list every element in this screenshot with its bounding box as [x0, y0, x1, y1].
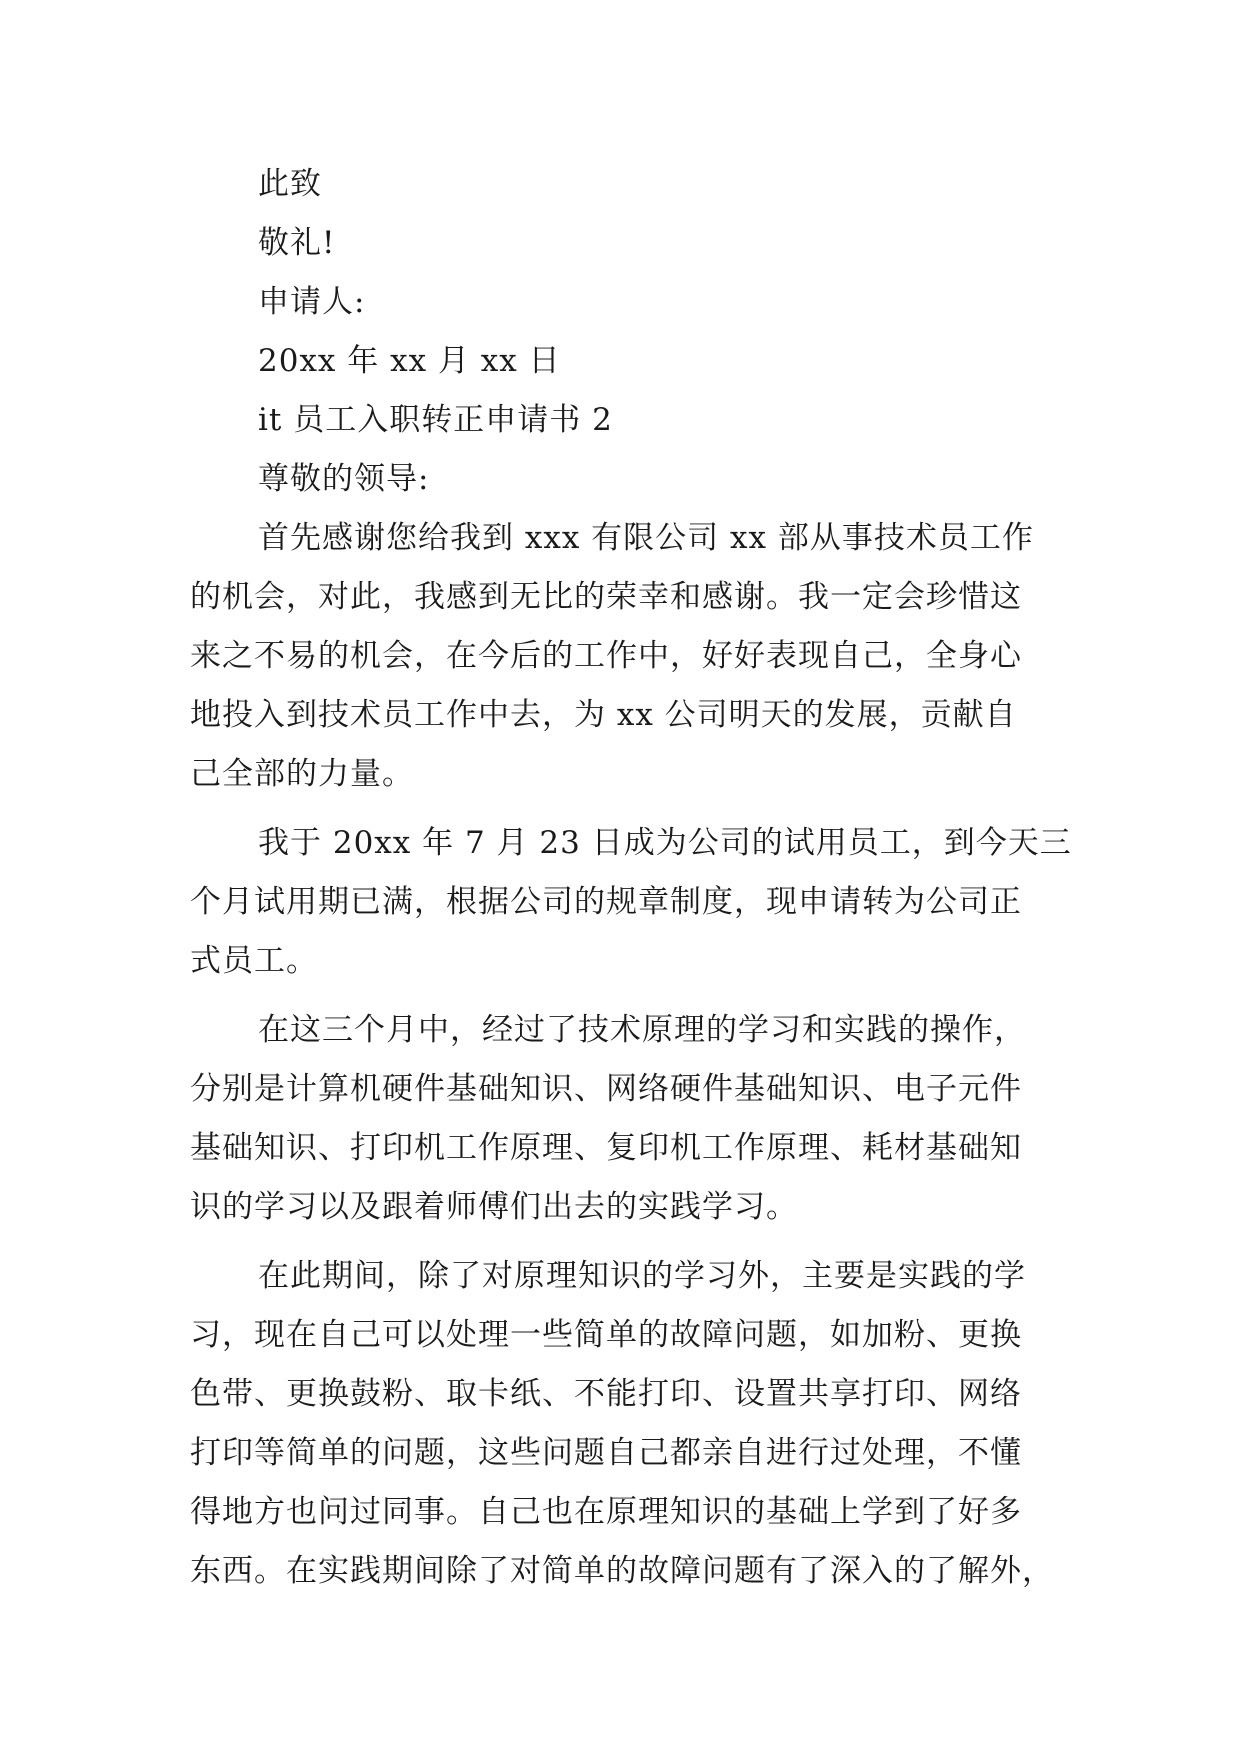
paragraph-line: 打印等简单的问题，这些问题自己都亲自进行过处理，不懂	[190, 1435, 1022, 1471]
paragraph-line: 我于 20xx 年 7 月 23 日成为公司的试用员工，到今天三	[258, 825, 1072, 861]
paragraph-line: 东西。在实践期间除了对简单的故障问题有了深入的了解外，	[190, 1553, 1054, 1589]
paragraph-line: 基础知识、打印机工作原理、复印机工作原理、耗材基础知	[190, 1130, 1022, 1166]
paragraph-line: 来之不易的机会，在今后的工作中，好好表现自己，全身心	[190, 638, 1022, 674]
applicant-label: 申请人:	[258, 284, 366, 320]
paragraph-line: 分别是计算机硬件基础知识、网络硬件基础知识、电子元件	[190, 1071, 1022, 1107]
paragraph-line: 式员工。	[190, 943, 318, 979]
paragraph-line: 己全部的力量。	[190, 756, 414, 792]
letter-title: it 员工入职转正申请书 2	[258, 402, 613, 438]
paragraph-line: 得地方也问过同事。自己也在原理知识的基础上学到了好多	[190, 1494, 1022, 1530]
paragraph-line: 的机会，对此，我感到无比的荣幸和感谢。我一定会珍惜这	[190, 579, 1022, 615]
paragraph-line: 个月试用期已满，根据公司的规章制度，现申请转为公司正	[190, 884, 1022, 920]
closing-respect: 敬礼!	[258, 225, 336, 261]
paragraph-line: 在这三个月中，经过了技术原理的学习和实践的操作，	[258, 1012, 1026, 1048]
letter-greeting: 尊敬的领导:	[258, 461, 430, 497]
paragraph-line: 首先感谢您给我到 xxx 有限公司 xx 部从事技术员工作	[258, 520, 1034, 556]
paragraph-line: 在此期间，除了对原理知识的学习外，主要是实践的学	[258, 1258, 1026, 1294]
paragraph-line: 地投入到技术员工作中去，为 xx 公司明天的发展，贡献自	[190, 697, 1017, 733]
paragraph-line: 识的学习以及跟着师傅们出去的实践学习。	[190, 1189, 798, 1225]
paragraph-line: 习，现在自己可以处理一些简单的故障问题，如加粉、更换	[190, 1317, 1022, 1353]
signature-date: 20xx 年 xx 月 xx 日	[258, 343, 561, 379]
closing-salute: 此致	[258, 166, 322, 202]
paragraph-line: 色带、更换鼓粉、取卡纸、不能打印、设置共享打印、网络	[190, 1376, 1022, 1412]
